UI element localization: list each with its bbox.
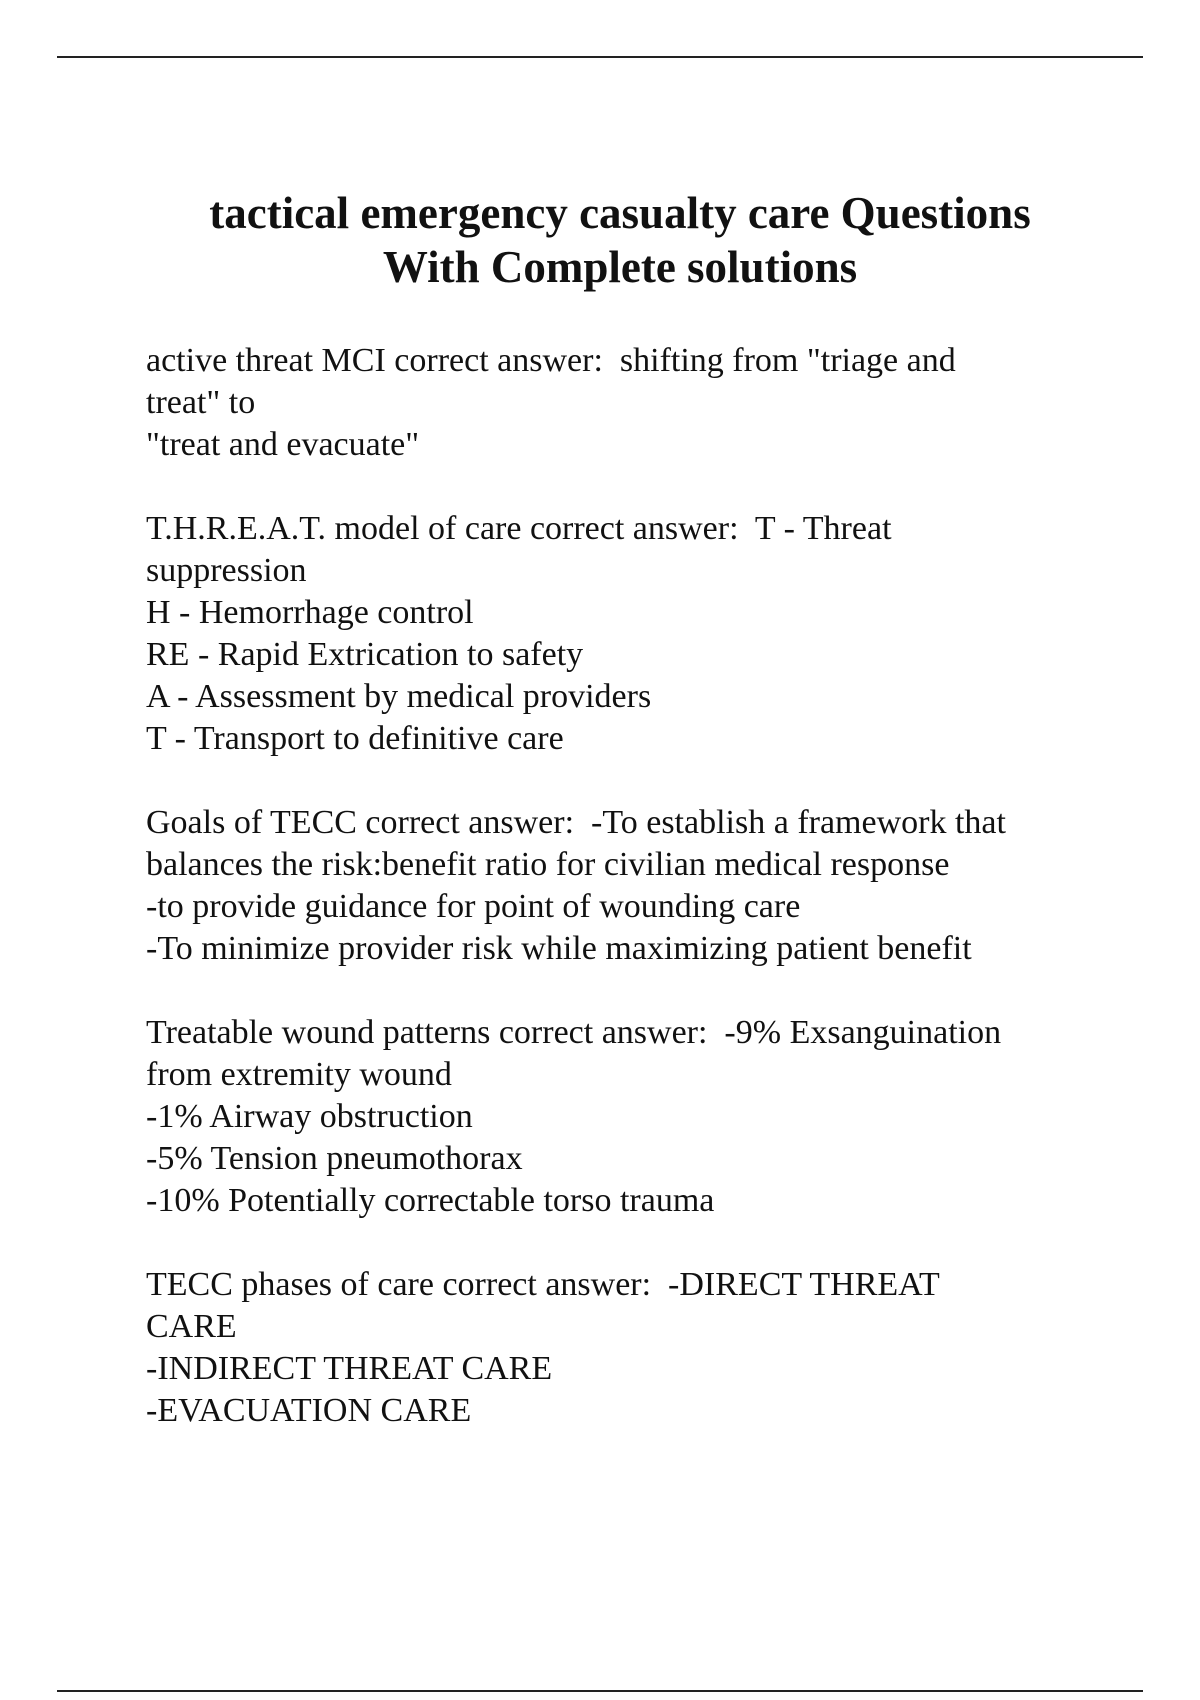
qa-line: Goals of TECC correct answer: -To establish a framework that [146,804,1006,841]
qa-line: H - Hemorrhage control [146,594,474,631]
qa-line: T - Transport to definitive care [146,720,564,757]
title-line: With Complete solutions [382,242,858,292]
qa-line: -To minimize provider risk while maximizing patient benefit [146,930,972,967]
qa-line: Treatable wound patterns correct answer: -9% Exsanguination [146,1014,1002,1051]
document-title [100,186,1140,294]
qa-line: "treat and evacuate" [146,426,420,463]
bottom-rule [57,1690,1143,1692]
qa-item-goals-of-tecc [146,802,1146,970]
qa-item-treatable-wound-patterns [146,1012,1146,1222]
qa-line: -to provide guidance for point of wounding care [146,888,801,925]
qa-item-threat-model [146,508,1146,760]
qa-line: T.H.R.E.A.T. model of care correct answer: T - Threat [146,510,892,547]
document-body [146,340,1146,1474]
qa-line: CARE [146,1308,237,1345]
qa-line: -5% Tension pneumothorax [146,1140,523,1177]
qa-line: -10% Potentially correctable torso trauma [146,1182,715,1219]
qa-line: -INDIRECT THREAT CARE [146,1350,553,1387]
qa-line: -1% Airway obstruction [146,1098,473,1135]
qa-line: from extremity wound [146,1056,452,1093]
qa-item-active-threat-mci [146,340,1146,466]
qa-line: TECC phases of care correct answer: -DIRECT THREAT [146,1266,940,1303]
qa-line: treat" to [146,384,256,421]
qa-item-tecc-phases [146,1264,1146,1432]
qa-line: RE - Rapid Extrication to safety [146,636,584,673]
qa-line: active threat MCI correct answer: shifting from "triage and [146,342,956,379]
qa-line: -EVACUATION CARE [146,1392,472,1429]
top-rule [57,56,1143,58]
qa-line: balances the risk:benefit ratio for civilian medical response [146,846,950,883]
qa-line: A - Assessment by medical providers [146,678,652,715]
title-line: tactical emergency casualty care Questions [209,188,1031,238]
qa-line: suppression [146,552,307,589]
